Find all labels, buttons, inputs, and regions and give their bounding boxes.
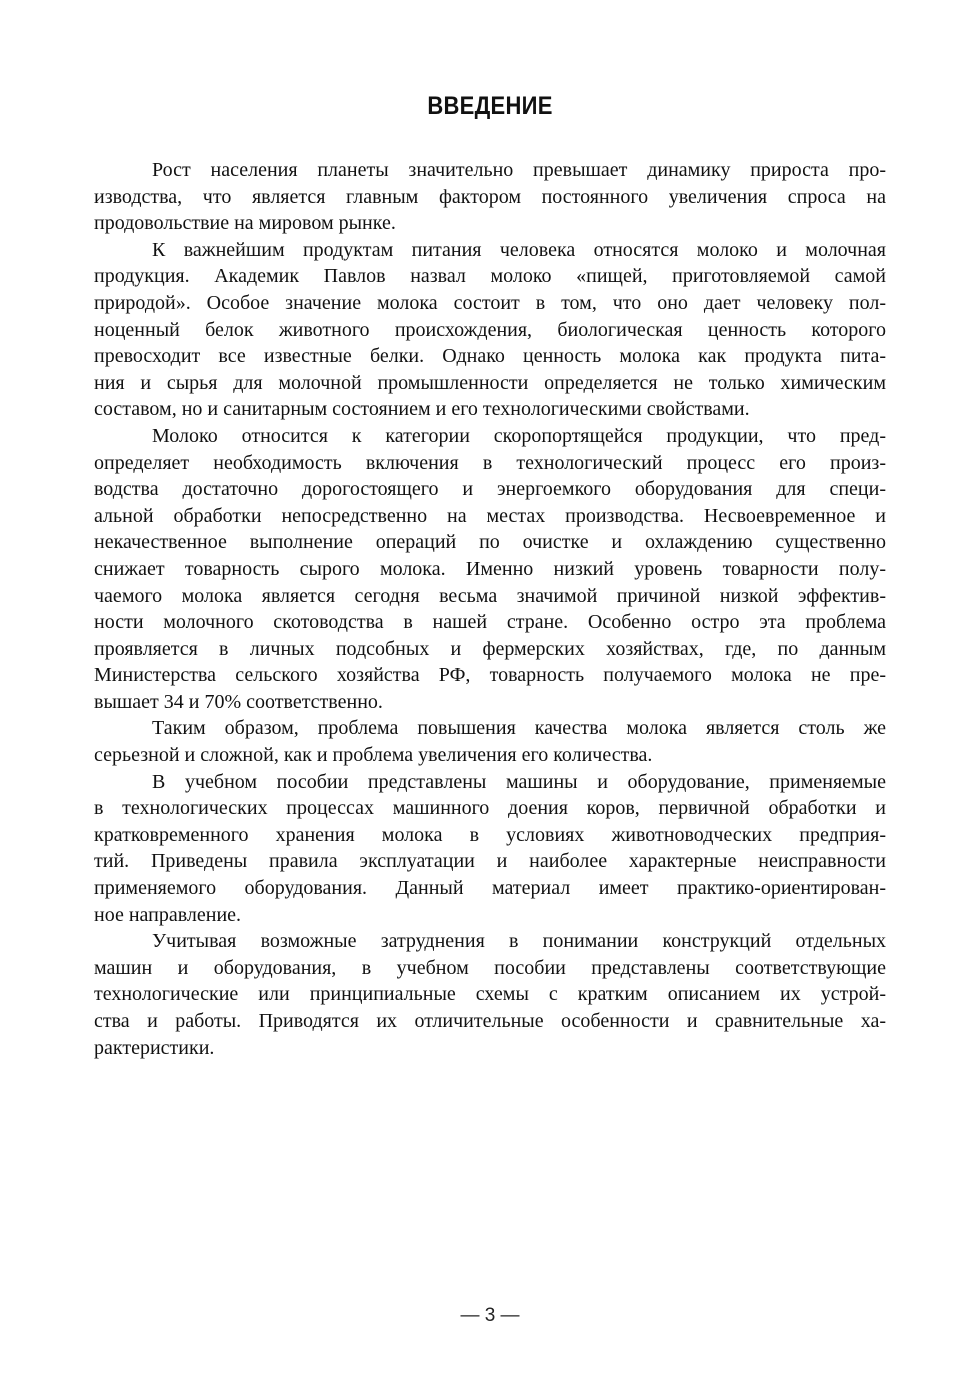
- text-line: технологические или принципиальные схемы с кратким описанием их устрой-: [94, 983, 886, 1006]
- text-line: определяет необходимость включения в технологический процесс его произ-: [94, 451, 886, 474]
- text-line: машин и оборудования, в учебном пособии представлены соответствующие: [94, 956, 886, 979]
- paragraph: [94, 157, 886, 237]
- text-line: снижает товарность сырого молока. Именно низкий уровень товарности полу-: [94, 557, 886, 580]
- text-line: в технологических процессах машинного доения коров, первичной обработки и: [94, 797, 886, 820]
- body-text: [94, 157, 886, 1061]
- text-line: рактеристики.: [94, 1036, 215, 1059]
- text-line: Рост населения планеты значительно превышает динамику прироста про-: [152, 159, 886, 181]
- page-title: ВВЕДЕНИЕ: [427, 92, 553, 120]
- text-line: составом, но и санитарным состоянием и его технологическими свойствами.: [94, 398, 750, 421]
- page-number: — 3 —: [460, 1305, 520, 1326]
- text-line: водства достаточно дорогостоящего и энергоемкого оборудования для специ-: [94, 478, 886, 501]
- text-line: альной обработки непосредственно на местах производства. Несвоевременное и: [94, 504, 886, 527]
- text-line: кратковременного хранения молока в условиях животноводческих предприя-: [94, 823, 886, 846]
- text-line: ноценный белок животного происхождения, биологическая ценность которого: [94, 318, 886, 341]
- text-line: природой». Особое значение молока состоит в том, что оно дает человеку пол-: [94, 291, 886, 314]
- paragraph: [94, 423, 886, 716]
- text-line: В учебном пособии представлены машины и оборудование, применяемые: [152, 770, 886, 793]
- text-line: Учитывая возможные затруднения в понимании конструкций отдельных: [152, 930, 886, 953]
- text-line: чаемого молока является сегодня весьма значимой причиной низкой эффектив-: [94, 584, 886, 607]
- text-line: продукция. Академик Павлов назвал молоко «пищей, приготовляемой самой: [94, 265, 886, 288]
- text-line: серьезной и сложной, как и проблема увеличения его количества.: [94, 744, 653, 767]
- text-line: Молоко относится к категории скоропортящейся продукции, что пред-: [152, 424, 886, 447]
- text-line: некачественное выполнение операций по очистке и охлаждению существенно: [94, 531, 886, 554]
- text-line: продовольствие на мировом рынке.: [94, 212, 396, 235]
- paragraph: [94, 237, 886, 423]
- text-line: тий. Приведены правила эксплуатации и наиболее характерные неисправности: [94, 850, 886, 873]
- paragraph: [94, 769, 886, 929]
- text-line: ния и сырья для молочной промышленности определяется не только химическим: [94, 371, 886, 394]
- text-line: превосходит все известные белки. Однако ценность молока как продукта пита-: [94, 345, 886, 368]
- text-line: ности молочного скотоводства в нашей стране. Особенно остро эта проблема: [94, 611, 886, 634]
- text-line: вышает 34 и 70% соответственно.: [94, 690, 383, 713]
- text-line: изводства, что является главным фактором постоянного увеличения спроса на: [94, 185, 886, 208]
- text-line: ства и работы. Приводятся их отличительные особенности и сравнительные ха-: [94, 1010, 886, 1032]
- text-line: проявляется в личных подсобных и фермерских хозяйствах, где, по данным: [94, 637, 886, 660]
- text-line: ное направление.: [94, 903, 242, 926]
- text-line: Министерства сельского хозяйства РФ, товарность получаемого молока не пре-: [94, 664, 886, 687]
- text-line: применяемого оборудования. Данный материал имеет практико-ориентирован-: [94, 877, 886, 900]
- text-line: К важнейшим продуктам питания человека относятся молоко и молочная: [152, 238, 886, 261]
- paragraph: [94, 928, 886, 1061]
- paragraph: [94, 715, 886, 768]
- text-line: Таким образом, проблема повышения качества молока является столь же: [152, 717, 886, 740]
